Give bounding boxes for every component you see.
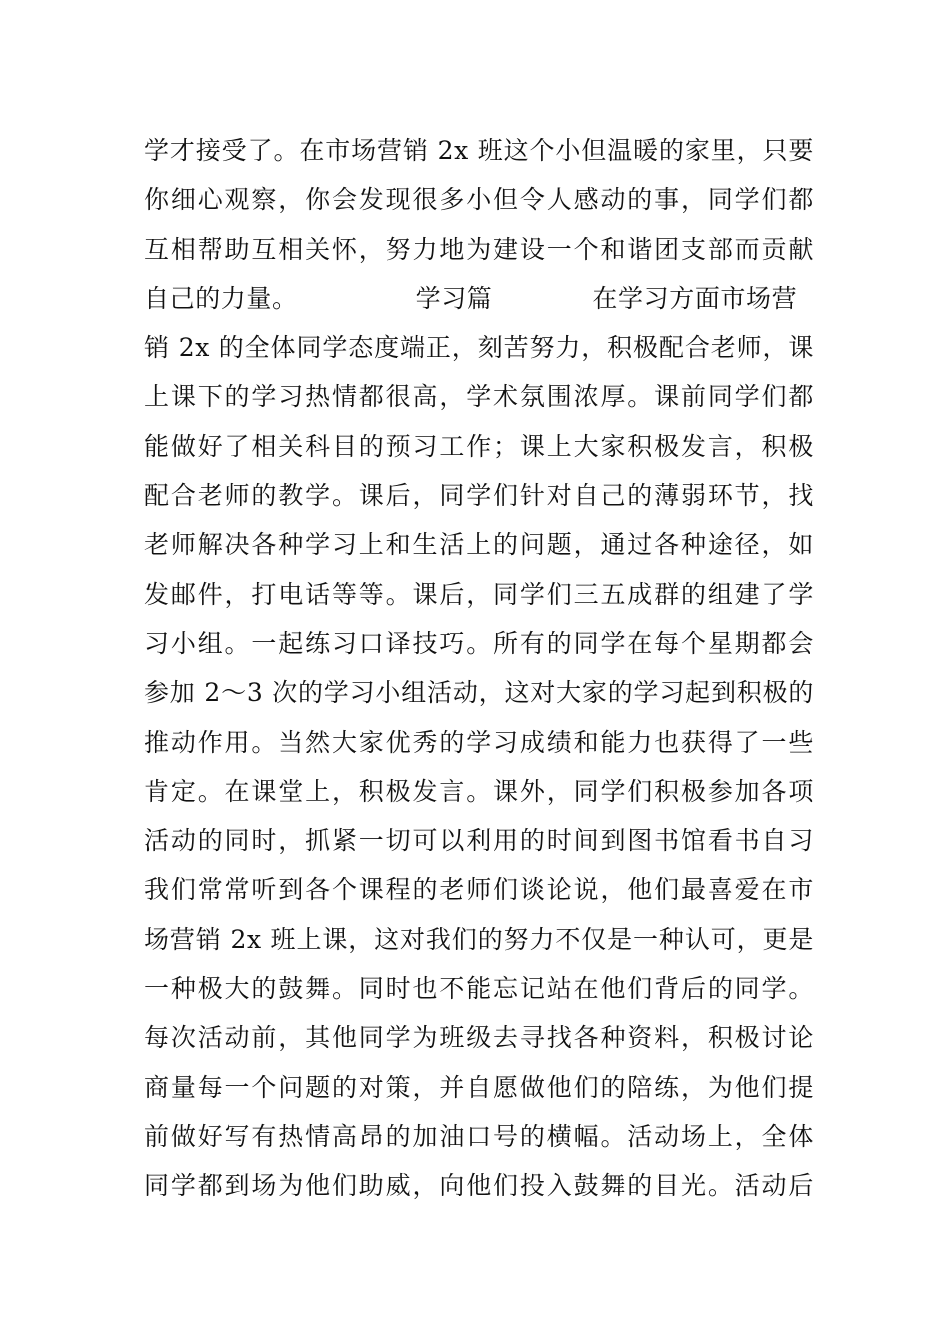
text-line: 上课下的学习热情都很高，学术氛围浓厚。课前同学们都 — [144, 382, 814, 412]
text-line: 我们常常听到各个课程的老师们谈论说，他们最喜爱在市 — [144, 875, 814, 905]
text-line: 销 2x 的全体同学态度端正，刻苦努力，积极配合老师，课 — [144, 333, 814, 363]
text-line-with-section-heading — [144, 274, 814, 323]
text-line: 学才接受了。在市场营销 2x 班这个小但温暖的家里，只要 — [144, 136, 814, 165]
text-line: 商量每一个问题的对策，并自愿做他们的陪练，为他们提 — [144, 1072, 814, 1102]
text-line: 前做好写有热情高昂的加油口号的横幅。活动场上，全体 — [144, 1121, 814, 1151]
text-line: 肯定。在课堂上，积极发言。课外，同学们积极参加各项 — [144, 776, 814, 806]
text-line: 你细心观察，你会发现很多小但令人感动的事，同学们都 — [144, 185, 814, 215]
text-line: 推动作用。当然大家优秀的学习成绩和能力也获得了一些 — [144, 727, 814, 757]
text-line: 老师解决各种学习上和生活上的问题，通过各种途径，如 — [144, 530, 814, 560]
text-line: 发邮件，打电话等等。课后，同学们三五成群的组建了学 — [144, 579, 814, 609]
section-heading: 学习篇 — [415, 283, 493, 313]
text-line: 活动的同时，抓紧一切可以利用的时间到图书馆看书自习 — [144, 826, 814, 856]
text-line: 能做好了相关科目的预习工作；课上大家积极发言，积极 — [144, 431, 814, 461]
text-line: 一种极大的鼓舞。同时也不能忘记站在他们背后的同学。 — [144, 974, 814, 1004]
text-line: 参加 2～3 次的学习小组活动，这对大家的学习起到积极的 — [144, 678, 814, 708]
text-fragment: 自己的力量。 — [144, 283, 298, 313]
text-line: 每次活动前，其他同学为班级去寻找各种资料，积极讨论 — [144, 1023, 814, 1053]
text-line: 场营销 2x 班上课，这对我们的努力不仅是一种认可，更是 — [144, 924, 814, 954]
text-line: 配合老师的教学。课后，同学们针对自己的薄弱环节，找 — [144, 481, 814, 511]
text-line: 互相帮助互相关怀，努力地为建设一个和谐团支部而贡献 — [144, 234, 814, 264]
text-line: 习小组。一起练习口译技巧。所有的同学在每个星期都会 — [144, 628, 814, 658]
body-text — [144, 126, 814, 1211]
text-fragment: 在学习方面市场营 — [592, 283, 798, 313]
text-line: 同学都到场为他们助威，向他们投入鼓舞的目光。活动后 — [144, 1171, 814, 1201]
